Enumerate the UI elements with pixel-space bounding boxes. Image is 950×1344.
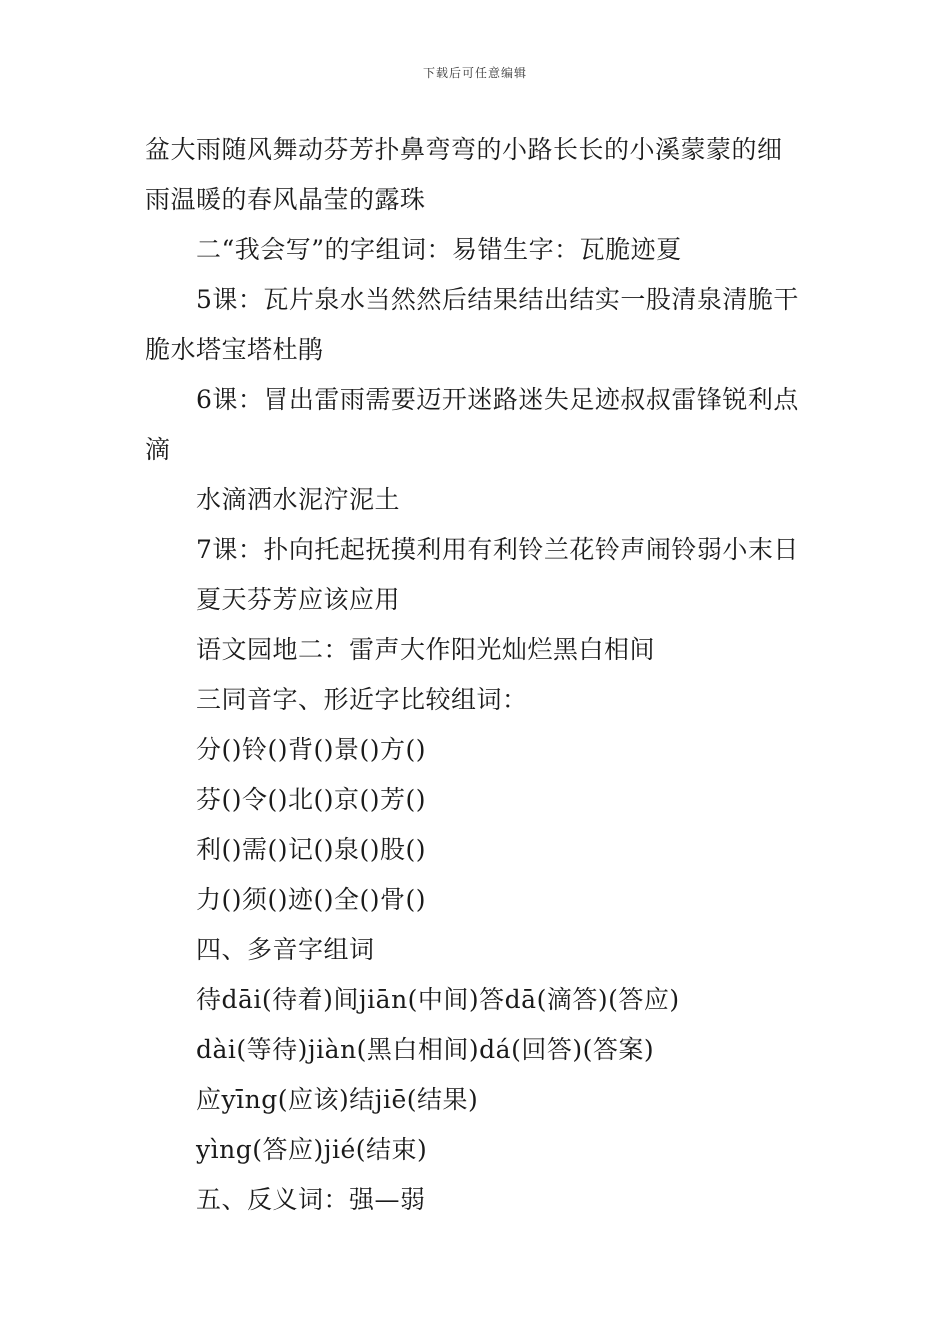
text-line: 盆大雨随风舞动芬芳扑鼻弯弯的小路长长的小溪蒙蒙的细 bbox=[145, 135, 783, 164]
text-line: 语文园地二：雷声大作阳光灿烂黑白相间 bbox=[196, 635, 656, 664]
text-line: 雨温暖的春风晶莹的露珠 bbox=[145, 185, 426, 214]
text-line: yìng(答应)jié(结束) bbox=[196, 1135, 428, 1164]
text-line: 五、反义词：强—弱 bbox=[196, 1185, 426, 1214]
text-line: 滴 bbox=[145, 435, 171, 464]
text-line: 待dāi(待着)间jiān(中间)答dā(滴答)(答应) bbox=[196, 985, 680, 1014]
text-line: 芬()令()北()京()芳() bbox=[196, 785, 427, 814]
text-line: 脆水塔宝塔杜鹃 bbox=[145, 335, 324, 364]
text-line: 应yīng(应该)结jiē(结果) bbox=[196, 1085, 479, 1114]
text-line: 水滴洒水泥泞泥土 bbox=[196, 485, 401, 514]
text-line: 四、多音字组词 bbox=[196, 935, 375, 964]
text-line: 5课：瓦片泉水当然然后结果结出结实一股清泉清脆干 bbox=[196, 285, 799, 314]
page-header: 下载后可任意编辑 bbox=[422, 66, 527, 80]
text-line: 三同音字、形近字比较组词： bbox=[196, 685, 528, 714]
text-line: 利()需()记()泉()股() bbox=[196, 835, 427, 864]
text-line: 6课：冒出雷雨需要迈开迷路迷失足迹叔叔雷锋锐利点 bbox=[196, 385, 799, 414]
text-line: 二“我会写”的字组词：易错生字：瓦脆迹夏 bbox=[196, 235, 682, 264]
text-line: 力()须()迹()全()骨() bbox=[196, 885, 427, 914]
text-line: dài(等待)jiàn(黑白相间)dá(回答)(答案) bbox=[196, 1035, 655, 1064]
text-line: 分()铃()背()景()方() bbox=[196, 735, 427, 764]
text-line: 夏天芬芳应该应用 bbox=[196, 585, 401, 614]
text-line: 7课：扑向托起抚摸利用有利铃兰花铃声闹铃弱小末日 bbox=[196, 535, 799, 564]
